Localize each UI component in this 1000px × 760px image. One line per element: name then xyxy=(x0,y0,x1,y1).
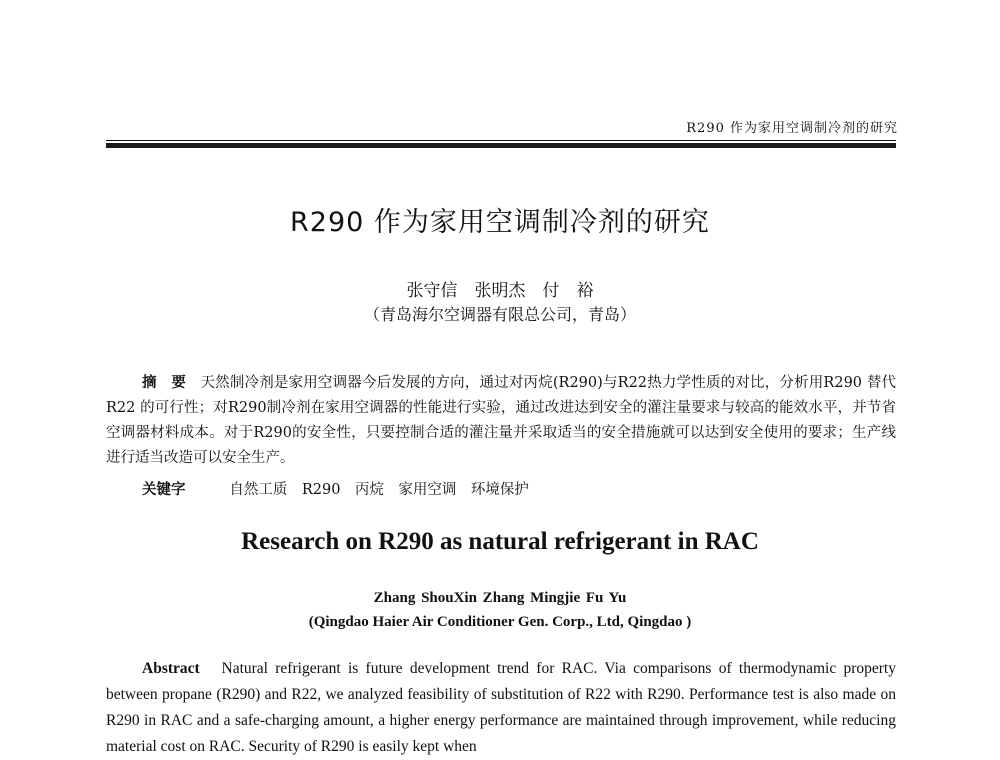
chinese-keywords-label: 关键字 xyxy=(142,481,186,498)
header-rule-thick xyxy=(106,143,896,148)
chinese-keywords xyxy=(142,478,529,499)
running-header: R290 作为家用空调制冷剂的研究 xyxy=(686,121,898,136)
english-authors: Zhang ShouXin Zhang Mingjie Fu Yu xyxy=(373,590,627,606)
chinese-abstract-label: 摘 要 xyxy=(142,374,187,391)
chinese-title: R290 作为家用空调制冷剂的研究 xyxy=(290,207,710,238)
chinese-keywords-text: 自然工质 R290 丙烷 家用空调 环境保护 xyxy=(229,482,529,498)
english-abstract-label: Abstract xyxy=(142,660,200,677)
chinese-abstract-text: 天然制冷剂是家用空调器今后发展的方向，通过对丙烷(R290)与R22热力学性质的对比，分析用R290 替代R22 的可行性；对R290制冷剂在家用空调器的性能进行实验，通过改进达到安全的灌注量要求与较高的能效水平，并节省空调器材料成本。对于R290的安全性，只要控制合适的灌注量并采取适当的安全措施就可以达到安全使用的要求；生产线进行适当改造可以安全生产。 xyxy=(106,375,897,466)
english-abstract xyxy=(106,656,896,760)
english-title: Research on R290 as natural refrigerant in RAC xyxy=(241,528,759,555)
english-affiliation: (Qingdao Haier Air Conditioner Gen. Corp., Ltd, Qingdao ) xyxy=(308,614,692,630)
chinese-authors: 张守信 张明杰 付 裕 xyxy=(406,281,594,301)
chinese-abstract xyxy=(106,370,896,471)
header-rule-thin xyxy=(106,140,896,141)
chinese-affiliation: （青岛海尔空调器有限总公司，青岛） xyxy=(363,305,636,324)
english-abstract-text: Natural refrigerant is future development trend for RAC. Via comparisons of thermodynamic property between propane (R290) and R22, we analyzed feasibility of substitution of R22 with R290. Performance test is also made on R290 in RAC and a safe-charging amount, a higher energy performance are maintained through improvement, while reducing material cost on RAC. Security of R290 is easily kept when xyxy=(106,660,896,755)
